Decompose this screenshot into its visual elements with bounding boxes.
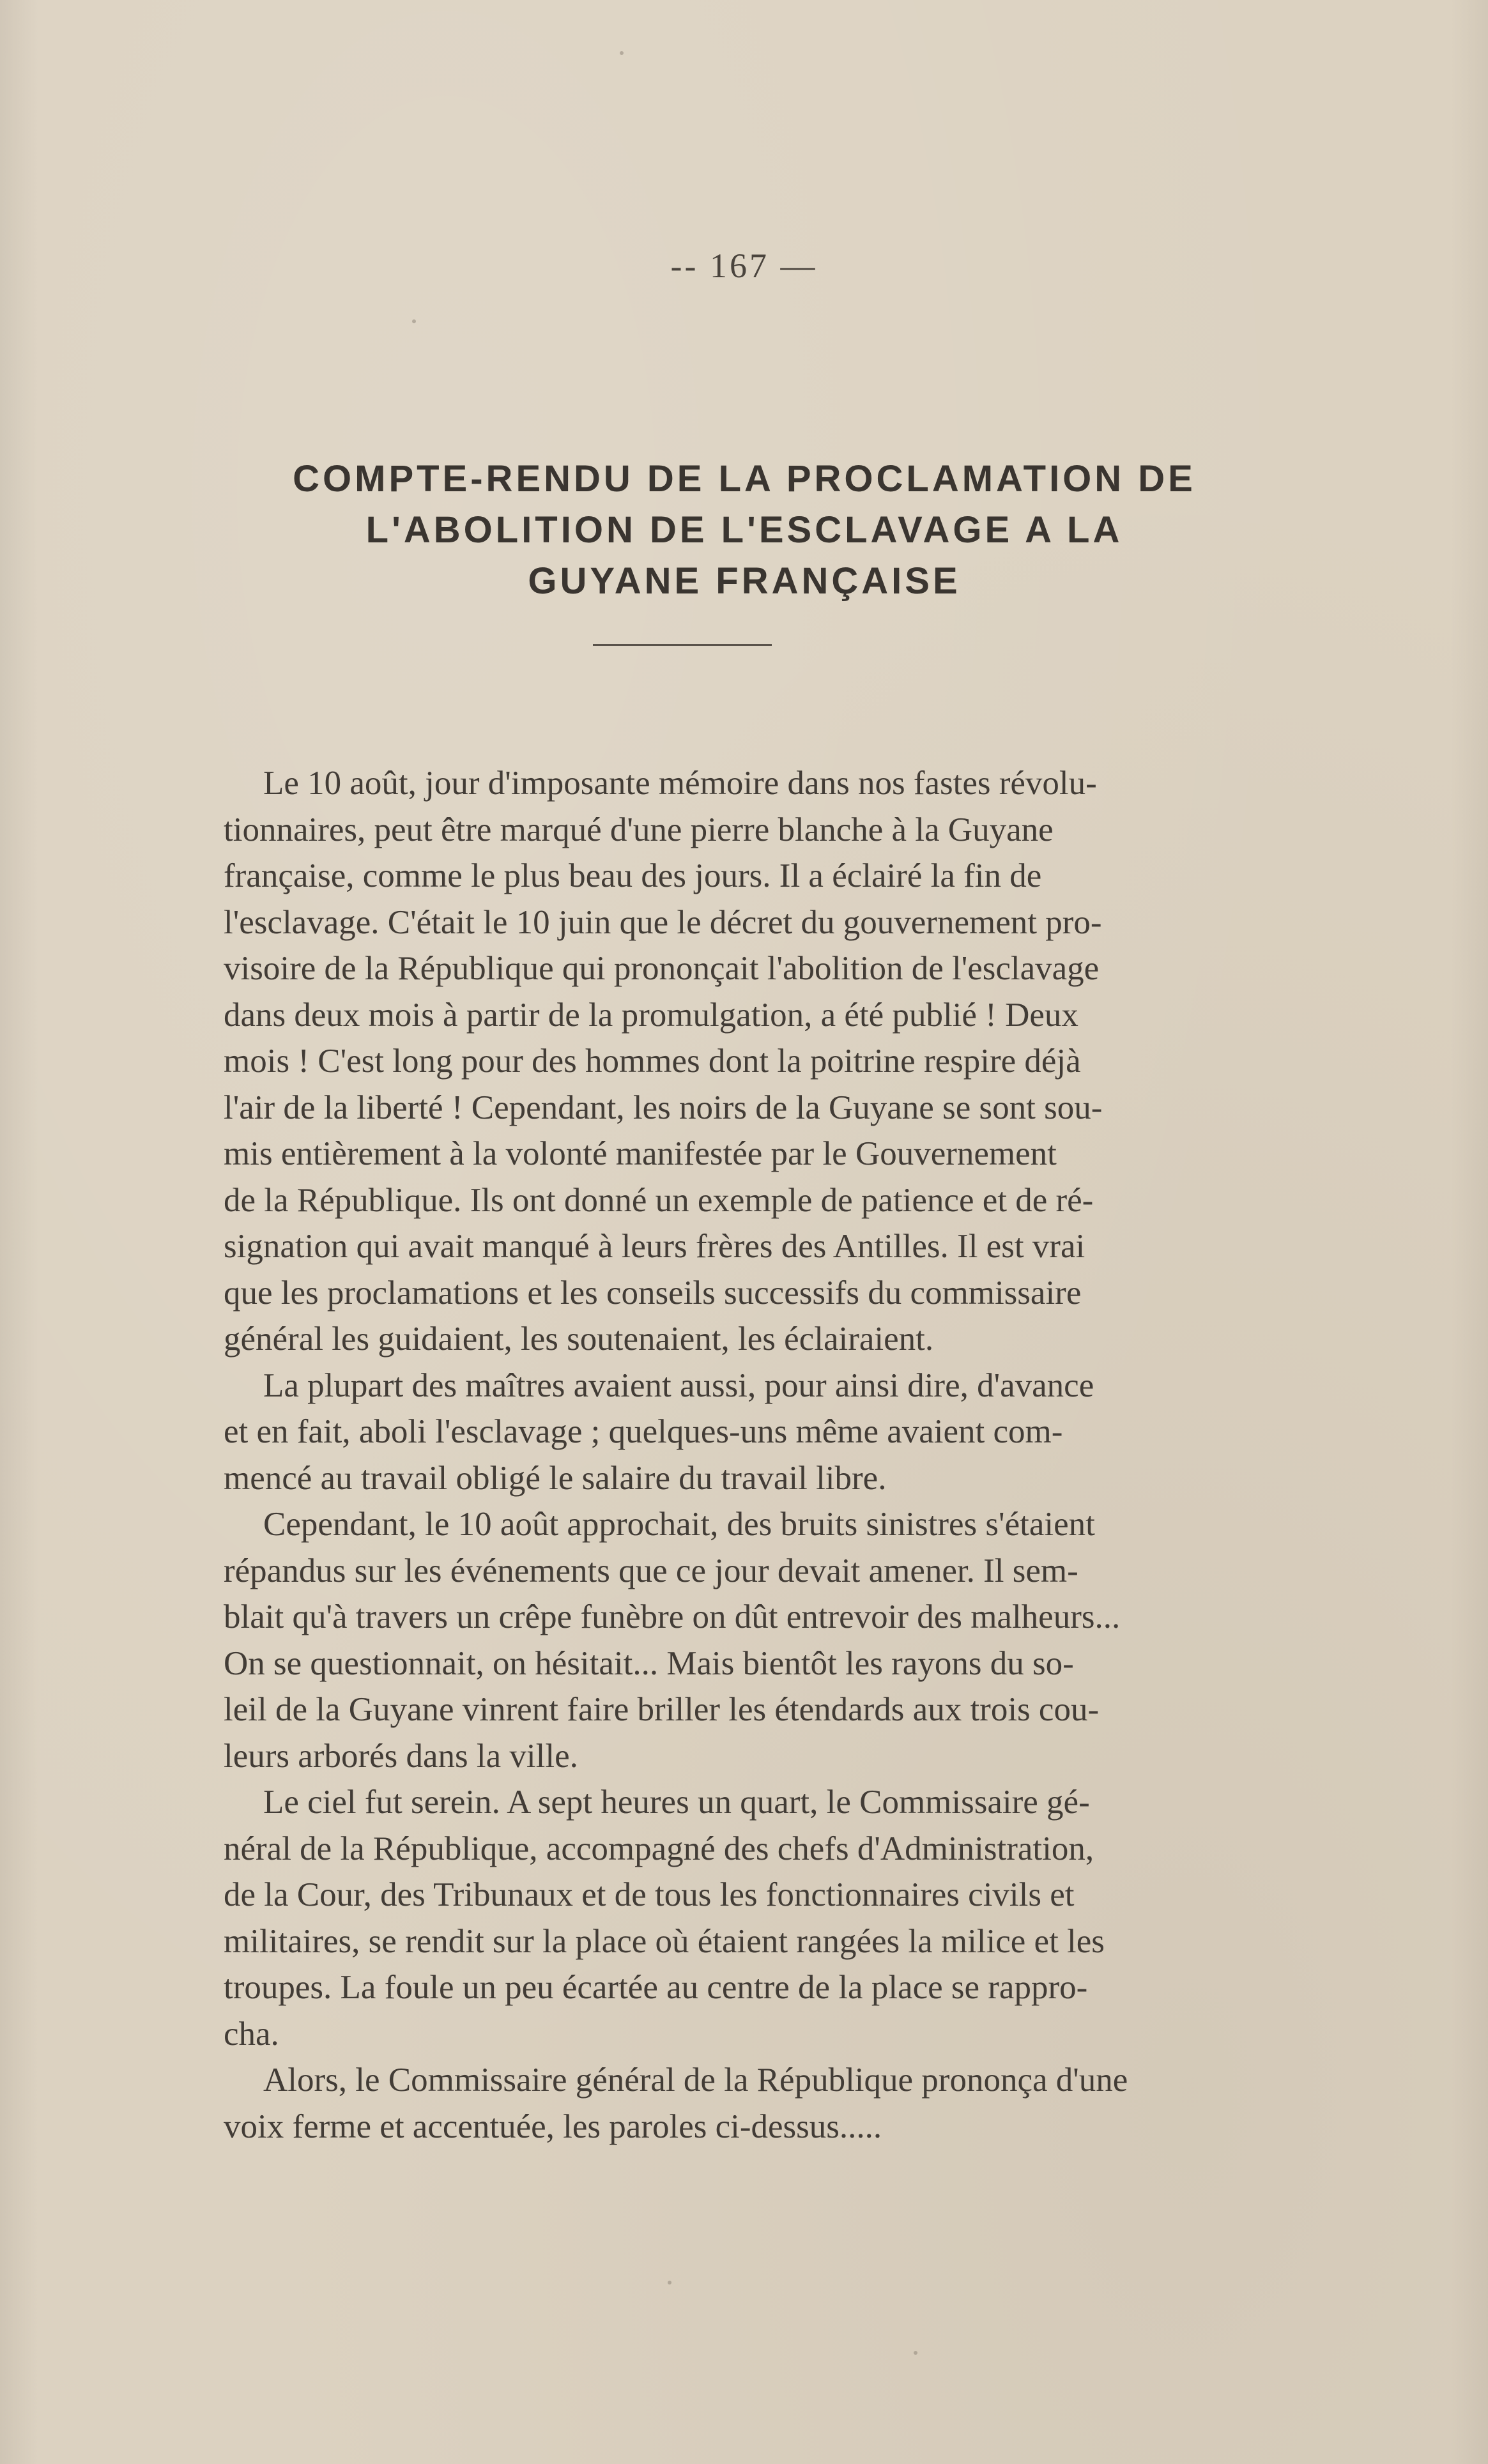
text-line: blait qu'à travers un crêpe funèbre on dût entrevoir des malheurs...: [224, 1598, 1121, 1635]
text-line: mis entièrement à la volonté manifestée par le Gouvernement: [224, 1135, 1057, 1172]
page-title: [166, 454, 1323, 607]
paragraph: [184, 1363, 1188, 1502]
text-line: répandus sur les événements que ce jour devait amener. Il sem-: [224, 1552, 1078, 1589]
title-line: GUYANE FRANÇAISE: [528, 560, 961, 602]
text-line: cha.: [224, 2015, 279, 2053]
paper-speck: [914, 2351, 917, 2355]
paragraph: [184, 1501, 1188, 1779]
page-number: -- 167 —: [670, 247, 818, 285]
paper-speck: [668, 2281, 671, 2284]
text-line: signation qui avait manqué à leurs frères des Antilles. Il est vrai: [224, 1228, 1085, 1265]
text-line: général les guidaient, les soutenaient, les éclairaient.: [224, 1320, 934, 1358]
text-line: On se questionnait, on hésitait... Mais bientôt les rayons du so-: [224, 1644, 1074, 1682]
text-line: troupes. La foule un peu écartée au centre de la place se rappro-: [224, 1969, 1088, 2006]
text-line: militaires, se rendit sur la place où étaient rangées la milice et les: [224, 1922, 1105, 1960]
text-line: tionnaires, peut être marqué d'une pierre blanche à la Guyane: [224, 811, 1054, 848]
text-line: de la République. Ils ont donné un exemple de patience et de ré-: [224, 1181, 1094, 1219]
title-line: L'ABOLITION DE L'ESCLAVAGE A LA: [365, 509, 1123, 551]
text-line: mois ! C'est long pour des hommes dont la poitrine respire déjà: [224, 1043, 1081, 1080]
paragraph: [184, 2057, 1188, 2150]
title-line: COMPTE-RENDU DE LA PROCLAMATION DE: [293, 458, 1196, 500]
text-line: La plupart des maîtres avaient aussi, pour ainsi dire, d'avance: [263, 1366, 1094, 1404]
text-line: néral de la République, accompagné des chefs d'Administration,: [224, 1830, 1094, 1867]
text-line: mencé au travail obligé le salaire du travail libre.: [224, 1459, 887, 1497]
text-line: Cependant, le 10 août approchait, des bruits sinistres s'étaient: [263, 1506, 1095, 1543]
paragraph: [184, 1779, 1188, 2057]
body-text: [184, 760, 1188, 2150]
text-line: visoire de la République qui prononçait l'abolition de l'esclavage: [224, 950, 1100, 987]
text-line: voix ferme et accentuée, les paroles ci-dessus.....: [224, 2108, 882, 2145]
text-line: que les proclamations et les conseils successifs du commissaire: [224, 1274, 1082, 1312]
text-line: dans deux mois à partir de la promulgation, a été publié ! Deux: [224, 996, 1078, 1034]
text-line: Alors, le Commissaire général de la République prononça d'une: [263, 2062, 1128, 2099]
text-line: et en fait, aboli l'esclavage ; quelques-uns même avaient com-: [224, 1413, 1063, 1450]
paper-speck: [412, 319, 416, 323]
text-line: de la Cour, des Tribunaux et de tous les fonctionnaires civils et: [224, 1876, 1075, 1913]
title-divider: [593, 644, 772, 646]
paper-speck: [620, 51, 624, 55]
text-line: leil de la Guyane vinrent faire briller les étendards aux trois cou-: [224, 1691, 1100, 1728]
text-line: l'esclavage. C'était le 10 juin que le décret du gouvernement pro-: [224, 903, 1102, 941]
text-line: Le 10 août, jour d'imposante mémoire dans nos fastes révolu-: [263, 765, 1097, 802]
text-line: leurs arborés dans la ville.: [224, 1737, 578, 1775]
text-line: l'air de la liberté ! Cependant, les noirs de la Guyane se sont sou-: [224, 1089, 1103, 1126]
text-line: Le ciel fut serein. A sept heures un quart, le Commissaire gé-: [263, 1784, 1090, 1821]
paragraph: [184, 760, 1188, 1363]
text-line: française, comme le plus beau des jours. Il a éclairé la fin de: [224, 857, 1042, 894]
